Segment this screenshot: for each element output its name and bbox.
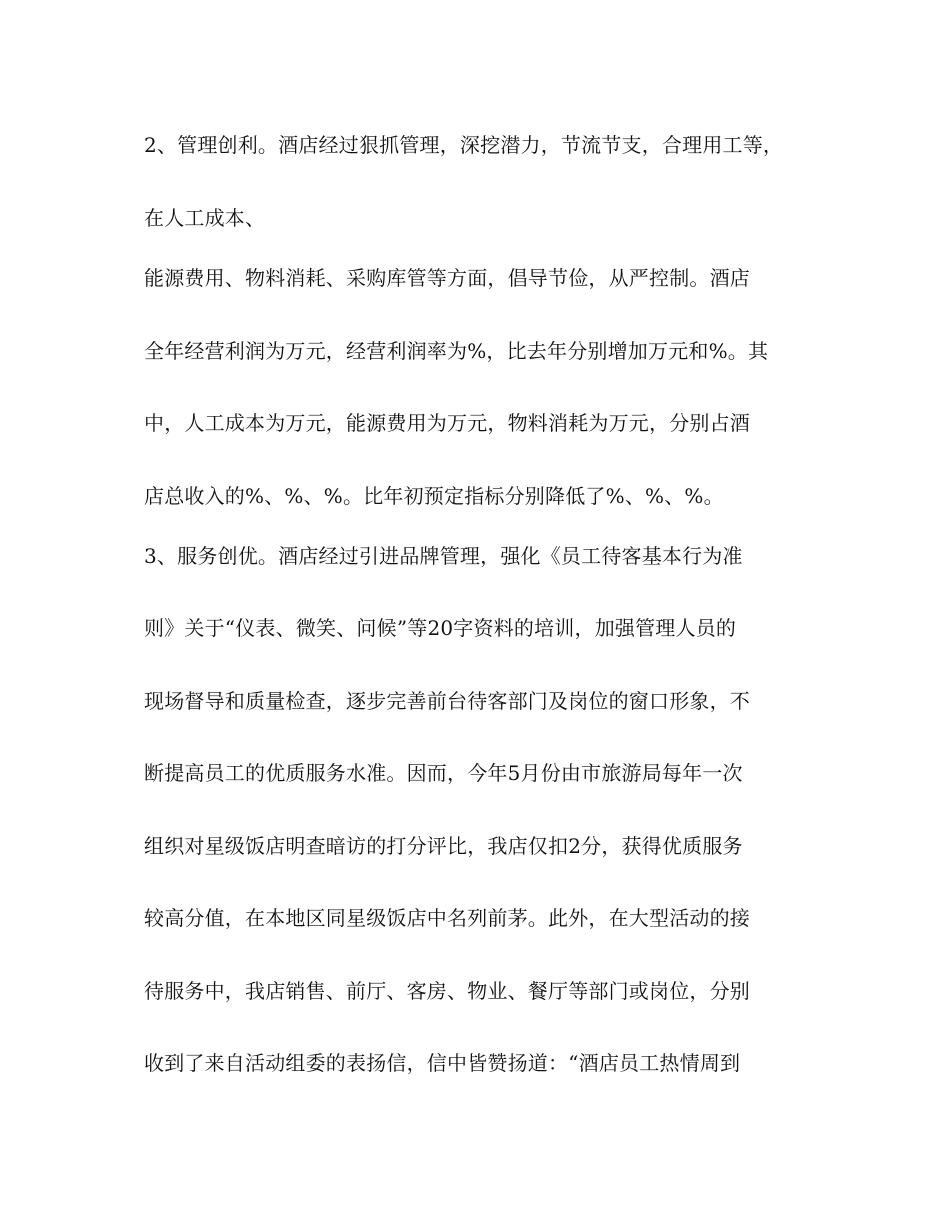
text-line-5: 中，人工成本为万元，能源费用为万元，物料消耗为万元，分别占酒 — [144, 411, 750, 435]
text-line-13: 待服务中，我店销售、前厅、客房、物业、餐厅等部门或岗位，分别 — [144, 979, 750, 1003]
text-line-14: 收到了来自活动组委的表扬信，信中皆赞扬道：“酒店员工热情周到 — [144, 1051, 741, 1075]
text-line-6: 店总收入的%、%、%。比年初预定指标分别降低了%、%、%。 — [144, 484, 724, 508]
text-line-1: 2、管理创利。酒店经过狠抓管理，深挖潜力，节流节支，合理用工等， — [144, 133, 784, 157]
text-line-7: 3、服务创优。酒店经过引进品牌管理，强化《员工待客基本行为准 — [144, 544, 743, 568]
text-line-11: 组织对星级饭店明查暗访的打分评比，我店仅扣2分，获得优质服务 — [144, 834, 743, 858]
text-line-3: 能源费用、物料消耗、采购库管等方面，倡导节俭，从严控制。酒店 — [144, 266, 750, 290]
text-line-9: 现场督导和质量检查，逐步完善前台待客部门及岗位的窗口形象，不 — [144, 689, 750, 713]
text-line-12: 较高分值，在本地区同星级饭店中名列前茅。此外，在大型活动的接 — [144, 906, 750, 930]
text-line-4: 全年经营利润为万元，经营利润率为%，比去年分别增加万元和%。其 — [144, 339, 769, 363]
text-line-2: 在人工成本、 — [144, 206, 266, 230]
text-line-10: 断提高员工的优质服务水准。因而，今年5月份由市旅游局每年一次 — [144, 761, 743, 785]
text-line-8: 则》关于“仪表、微笑、问候”等20字资料的培训，加强管理人员的 — [144, 616, 737, 640]
